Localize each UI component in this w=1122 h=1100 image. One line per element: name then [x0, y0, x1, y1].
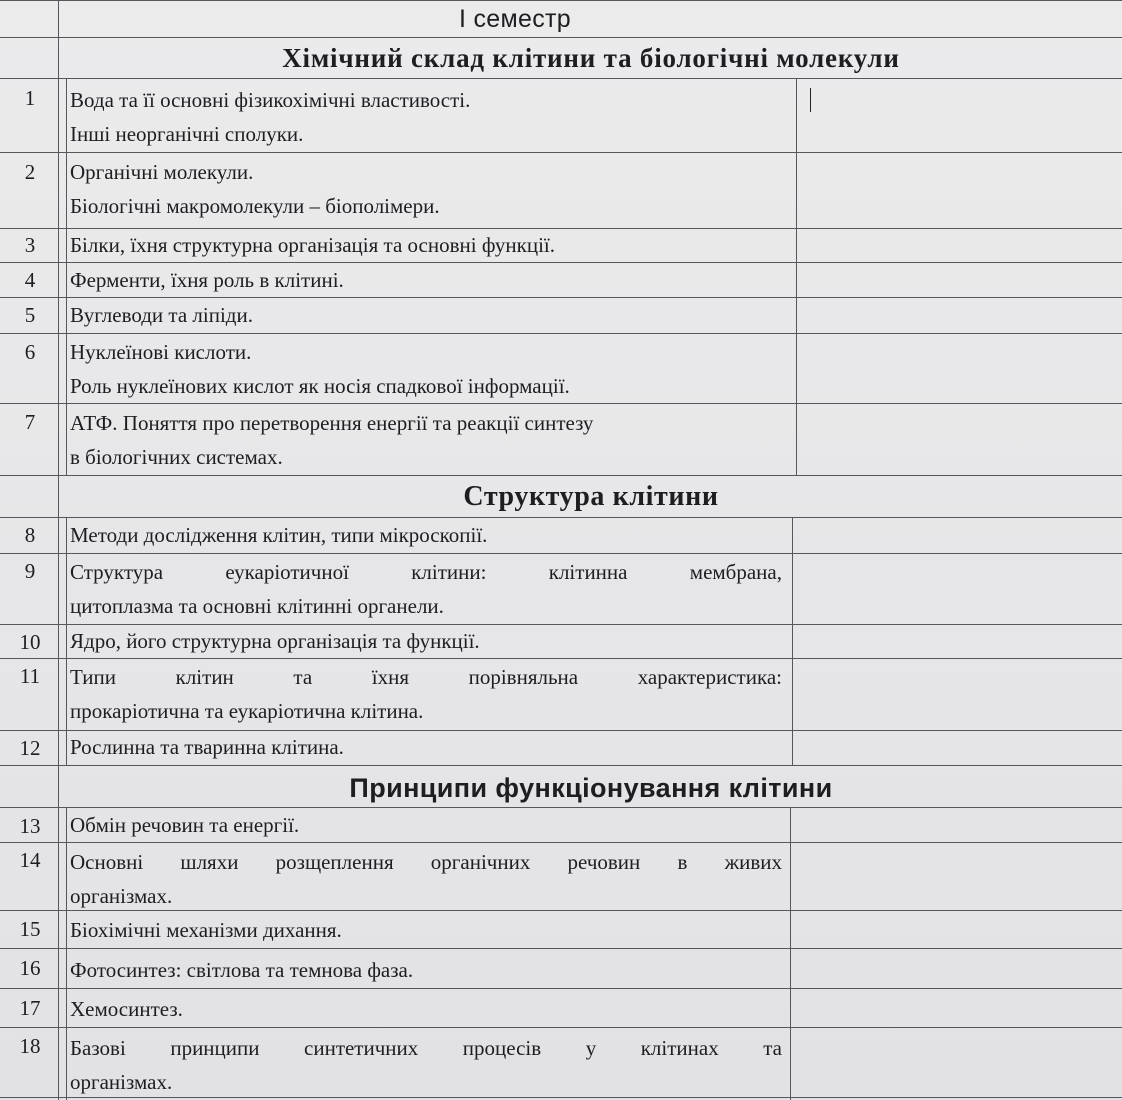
row-text-line: Органічні молекули. — [70, 160, 254, 184]
row-number: 18 — [19, 1034, 41, 1058]
grid-line — [66, 807, 67, 1100]
row-number: 12 — [19, 736, 41, 760]
row-number: 9 — [24, 559, 36, 583]
row-number: 2 — [24, 160, 36, 184]
row-text-line: Інші неорганічні сполуки. — [70, 122, 304, 146]
row-number: 13 — [19, 814, 41, 838]
row-number: 15 — [19, 917, 41, 941]
text-cursor — [810, 88, 811, 112]
row-number: 5 — [24, 303, 36, 327]
grid-line — [796, 78, 797, 475]
section-title: Хімічний склад клітини та біологічні молекули — [282, 43, 900, 73]
row-text-line: Вода та її основні фізикохімічні властивості. — [70, 88, 471, 112]
row-text — [70, 406, 782, 474]
row-text — [70, 263, 782, 297]
grid-line — [0, 1027, 1122, 1028]
row-number: 7 — [24, 410, 36, 434]
row-text — [70, 660, 782, 728]
row-number: 14 — [19, 848, 41, 872]
grid-line — [0, 78, 1122, 79]
grid-line — [66, 517, 67, 765]
grid-line — [0, 37, 1122, 38]
row-text-line: Хемосинтез. — [70, 997, 183, 1021]
section-title: Структура клітини — [463, 481, 719, 512]
row-text-line: Ферменти, їхня роль в клітині. — [70, 268, 344, 292]
row-text-line: Біологічні макромолекули – біополімери. — [70, 194, 440, 218]
row-text-line: Рослинна та тваринна клітина. — [70, 735, 344, 759]
row-text-line: Методи дослідження клітин, типи мікроскопії. — [70, 523, 488, 547]
row-text — [70, 808, 782, 842]
grid-line — [792, 517, 793, 765]
grid-line — [0, 765, 1122, 766]
row-text-line: Роль нуклеїнових кислот як носія спадкової інформації. — [70, 374, 570, 398]
row-text-line: Типи клітин та їхня порівняльна характеристика: — [70, 665, 782, 689]
row-text — [70, 1031, 782, 1099]
row-text — [70, 624, 782, 658]
grid-line — [0, 988, 1122, 989]
row-text-line: Обмін речовин та енергії. — [70, 813, 300, 837]
row-text — [70, 845, 782, 913]
grid-line — [0, 403, 1122, 404]
grid-line — [0, 658, 1122, 659]
row-text — [70, 228, 782, 262]
row-text — [70, 555, 782, 623]
grid-line — [66, 78, 67, 475]
row-number: 17 — [19, 996, 41, 1020]
row-text-line: організмах. — [70, 884, 173, 908]
row-text-line: Ядро, його структурна організація та функції. — [70, 629, 480, 653]
row-text — [70, 298, 782, 332]
grid-line — [0, 333, 1122, 334]
row-text-line: цитоплазма та основні клітинні органели. — [70, 594, 444, 618]
row-text — [70, 155, 782, 223]
row-number: 11 — [19, 664, 41, 688]
row-text-line: АТФ. Поняття про перетворення енергії та реакції синтезу — [70, 411, 594, 435]
row-text — [70, 335, 782, 403]
row-text-line: Базові принципи синтетичних процесів у клітинах та — [70, 1036, 782, 1060]
grid-line — [0, 948, 1122, 949]
semester-title: І семестр — [459, 5, 571, 33]
row-text-line: Біохімічні механізми дихання. — [70, 918, 342, 942]
row-text — [70, 730, 782, 764]
row-text-line: Фотосинтез: світлова та темнова фаза. — [70, 958, 414, 982]
row-number: 4 — [24, 268, 36, 292]
row-text-line: Білки, їхня структурна організація та основні функції. — [70, 233, 556, 257]
row-text-line: Основні шляхи розщеплення органічних речовин в живих — [70, 850, 782, 874]
row-text-line: Структура еукаріотичної клітини: клітинна мембрана, — [70, 560, 782, 584]
row-text — [70, 913, 782, 947]
row-text-line: в біологічних системах. — [70, 445, 283, 469]
row-number: 8 — [24, 523, 36, 547]
grid-line — [0, 842, 1122, 843]
row-number: 6 — [24, 340, 36, 364]
row-text — [70, 992, 782, 1026]
row-text-line: Нуклеїнові кислоти. — [70, 340, 252, 364]
row-text-line: Вуглеводи та ліпіди. — [70, 303, 253, 327]
row-text — [70, 83, 782, 151]
grid-line — [0, 553, 1122, 554]
grid-line — [0, 475, 1122, 476]
grid-line — [0, 152, 1122, 153]
grid-line — [790, 807, 791, 1100]
grid-line — [0, 0, 1122, 1]
row-number: 10 — [19, 630, 41, 654]
row-text — [70, 518, 782, 552]
row-number: 1 — [24, 86, 36, 110]
row-number: 3 — [24, 233, 36, 257]
row-text-line: організмах. — [70, 1070, 173, 1094]
row-number: 16 — [19, 956, 41, 980]
section-title: Принципи функціонування клітини — [349, 773, 833, 803]
row-text-line: прокаріотична та еукаріотична клітина. — [70, 699, 424, 723]
row-text — [70, 953, 782, 987]
